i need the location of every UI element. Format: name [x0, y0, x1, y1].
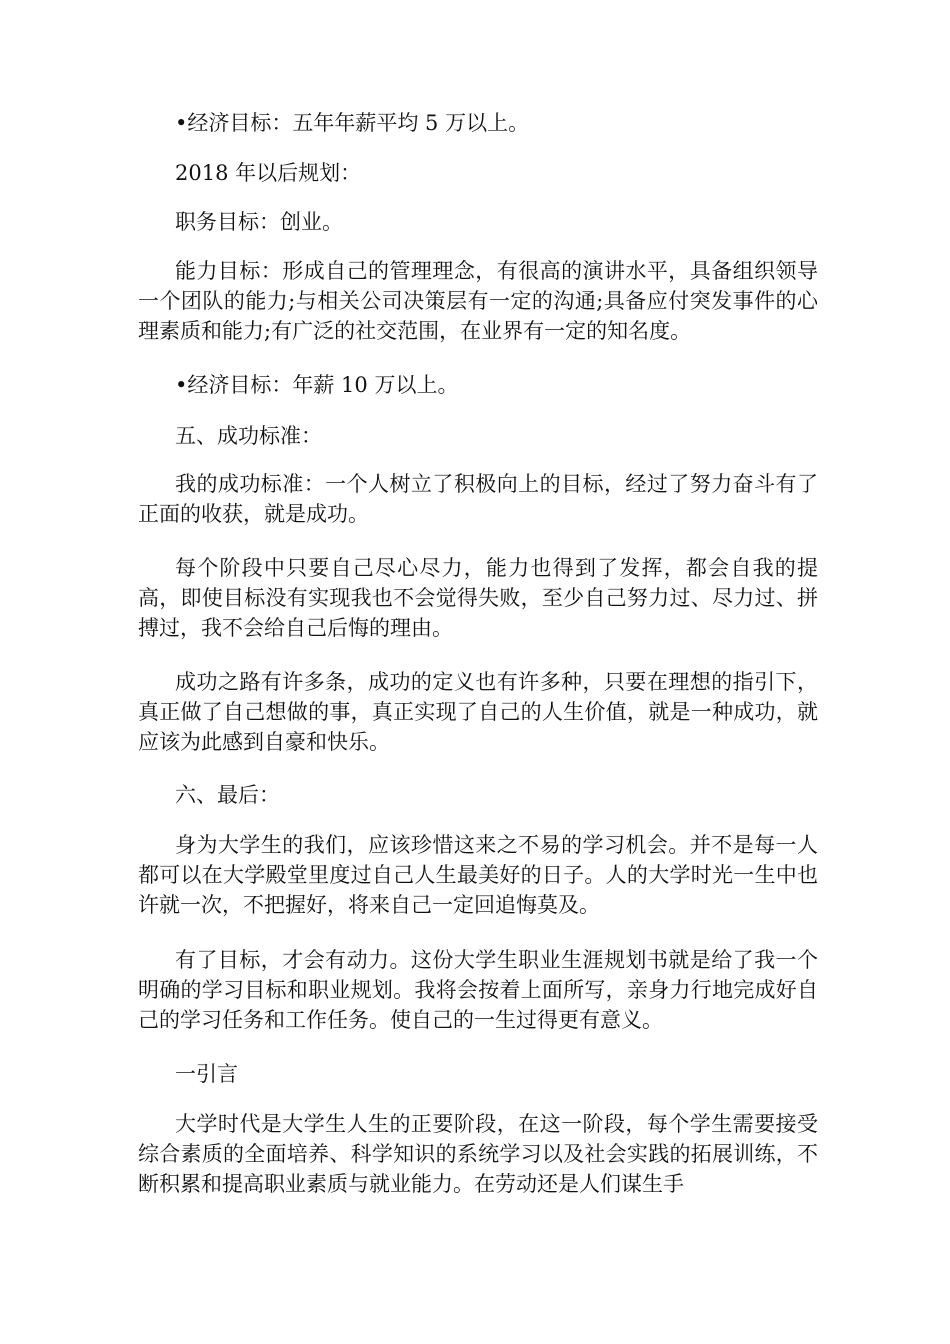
paragraph-as-students: 身为大学生的我们，应该珍惜这来之不易的学习机会。并不是每一人都可以在大学殿堂里度过自己人生最美好的日子。人的大学时光一生中也许就一次，不把握好，将来自己一定回追悔莫及。	[138, 833, 818, 917]
paragraph-ability-goal: 能力目标：形成自己的管理理念，有很高的演讲水平，具备组织领导一个团队的能力;与相关公司决策层有一定的沟通;具备应付突发事件的心理素质和能力;有广泛的社交范围，在业界有一定的知名度。	[138, 259, 818, 343]
section-heading-finally: 六、最后：	[175, 783, 280, 807]
paragraph-paths-to-success: 成功之路有许多条，成功的定义也有许多种，只要在理想的指引下，真正做了自己想做的事，真正实现了自己的人生价值，就是一种成功，就应该为此感到自豪和快乐。	[138, 670, 818, 754]
paragraph-university-era: 大学时代是大学生人生的正要阶段，在这一阶段，每个学生需要接受综合素质的全面培养、科学知识的系统学习以及社会实践的拓展训练，不断积累和提高职业素质与就业能力。在劳动还是人们谋生手	[138, 1112, 818, 1196]
paragraph-my-success-standard: 我的成功标准：一个人树立了积极向上的目标，经过了努力奋斗有了正面的收获，就是成功。	[138, 472, 818, 526]
paragraph-position-goal: 职务目标：创业。	[175, 210, 343, 234]
paragraph-economic-goal-salary: •经济目标：年薪 10 万以上。	[175, 373, 459, 397]
paragraph-plan-after-2018: 2018 年以后规划：	[175, 161, 362, 185]
paragraph-each-stage: 每个阶段中只要自己尽心尽力，能力也得到了发挥，都会自我的提高，即使目标没有实现我也不会觉得失败，至少自己努力过、尽力过、拼搏过，我不会给自己后悔的理由。	[138, 556, 818, 640]
section-heading-success-standard: 五、成功标准：	[175, 424, 322, 448]
paragraph-economic-goal-five-year: •经济目标：五年年薪平均 5 万以上。	[175, 111, 530, 135]
section-heading-introduction: 一引言	[175, 1062, 238, 1086]
paragraph-with-goals: 有了目标，才会有动力。这份大学生职业生涯规划书就是给了我一个明确的学习目标和职业规划。我将会按着上面所写，亲身力行地完成好自己的学习任务和工作任务。使自己的一生过得更有意义。	[138, 948, 818, 1032]
